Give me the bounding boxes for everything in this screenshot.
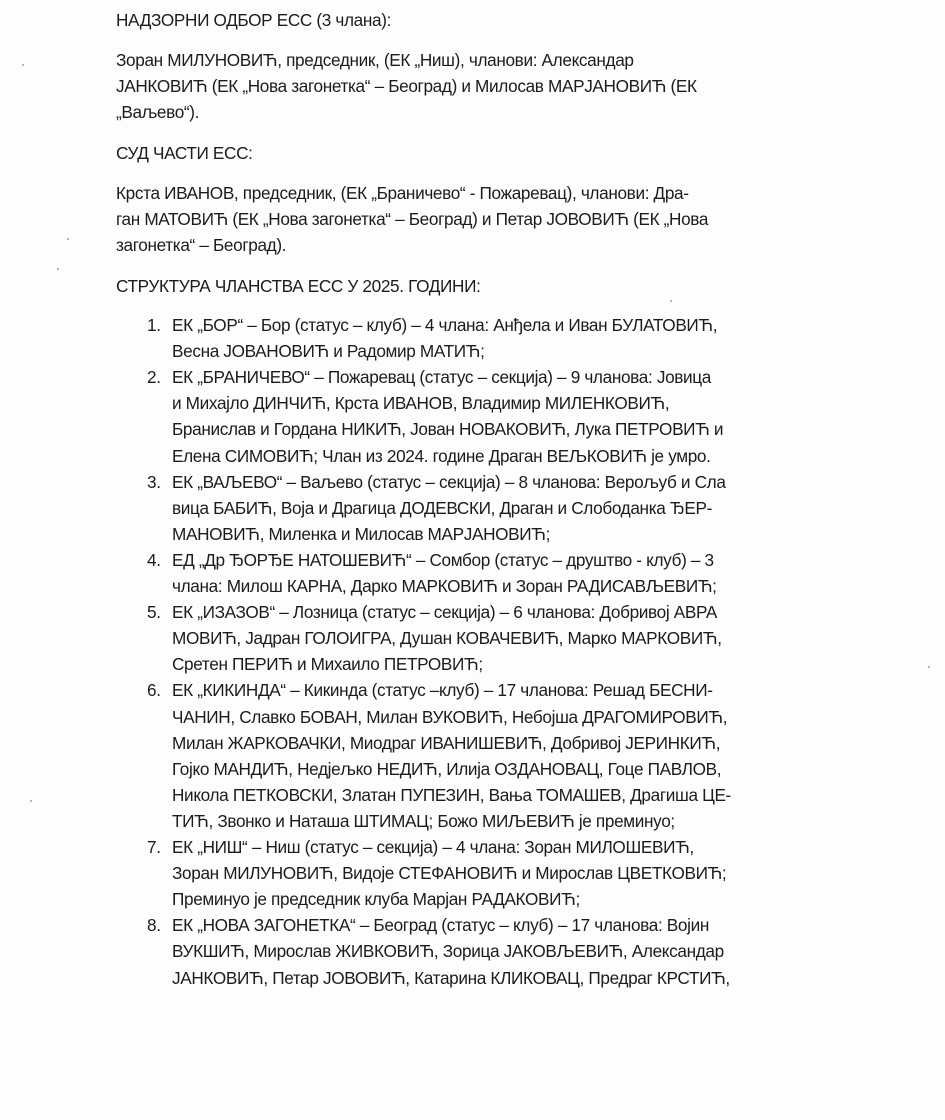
list-item-number: 6. (147, 680, 161, 701)
list-item-line: Елена СИМОВИЋ; Члан из 2024. године Драган ВЕЉКОВИЋ је умро. (172, 445, 711, 466)
list-item-line: ЕК „НОВА ЗАГОНЕТКА“ – Београд (статус – клуб) – 17 чланова: Војин (172, 915, 709, 936)
list-item-line: Бранислав и Гордана НИКИЋ, Јован НОВАКОВИЋ, Лука ПЕТРОВИЋ и (172, 419, 724, 440)
list-item-line: Гојко МАНДИЋ, Недјељко НЕДИЋ, Илија ОЗДАНОВАЦ, Гоце ПАВЛОВ, (172, 758, 722, 779)
list-item-line: МОВИЋ, Јадран ГОЛОИГРА, Душан КОВАЧЕВИЋ, Марко МАРКОВИЋ, (172, 628, 722, 649)
list-item-line: Зоран МИЛУНОВИЋ, Видоје СТЕФАНОВИЋ и Мирослав ЦВЕТКОВИЋ; (172, 863, 727, 884)
list-item-line: ЕК „БРАНИЧЕВО“ – Пожаревац (статус – секција) – 9 чланова: Јовица (172, 367, 712, 388)
list-item-line: ВУКШИЋ, Мирослав ЖИВКОВИЋ, Зорица ЈАКОВЉЕВИЋ, Александар (172, 941, 724, 962)
list-item-number: 3. (147, 471, 161, 492)
list-item-line: Никола ПЕТКОВСКИ, Златан ПУПЕЗИН, Вања ТОМАШЕВ, Драгиша ЦЕ- (172, 784, 731, 805)
list-item-line: ЈАНКОВИЋ, Петар ЈОВОВИЋ, Катарина КЛИКОВАЦ, Предраг КРСТИЋ, (172, 967, 730, 988)
list-item-number: 1. (147, 315, 161, 335)
list-item-line: Весна ЈОВАНОВИЋ и Радомир МАТИЋ; (172, 341, 485, 362)
list-item-line: Милан ЖАРКОВАЧКИ, Миодраг ИВАНИШЕВИЋ, Добривој ЈЕРИНКИЋ, (172, 732, 721, 753)
scan-speck (67, 238, 69, 240)
list-item-line: Преминуо је председник клуба Марјан РАДАКОВИЋ; (172, 889, 580, 910)
paragraph-line: „Ваљево“). (116, 102, 200, 122)
list-item-line: Сретен ПЕРИЋ и Михаило ПЕТРОВИЋ; (172, 654, 483, 675)
paragraph-line: ган МАТОВИЋ (ЕК „Нова загонетка“ – Београд) и Петар ЈОВОВИЋ (ЕК „Нова (116, 209, 709, 229)
list-item-line: МАНОВИЋ, Миленка и Милосав МАРЈАНОВИЋ; (172, 523, 551, 544)
list-item-number: 8. (147, 915, 161, 936)
list-item-line: вица БАБИЋ, Воја и Драгица ДОДЕВСКИ, Драган и Слободанка ЂЕР- (172, 497, 712, 518)
list-item-line: ЕК „ВАЉЕВО“ – Ваљево (статус – секција) – 8 чланова: Верољуб и Сла (172, 471, 726, 492)
scan-speck (928, 666, 930, 668)
list-item-number: 2. (147, 367, 161, 388)
list-item-number: 4. (147, 549, 161, 570)
section-heading-court-of-honor: СУД ЧАСТИ ЕСС: (116, 143, 253, 163)
paragraph-line: Крста ИВАНОВ, председник, (ЕК „Браничево“ - Пожаревац), чланови: Дра- (116, 183, 689, 203)
list-item-line: ЕК „НИШ“ – Ниш (статус – секција) – 4 члана: Зоран МИЛОШЕВИЋ, (172, 837, 694, 857)
list-item-line: ЕК „ИЗАЗОВ“ – Лозница (статус – секција) – 6 чланова: Добривој АВРА (172, 602, 718, 623)
list-item-line: члана: Милош КАРНА, Дарко МАРКОВИЋ и Зоран РАДИСАВЉЕВИЋ; (172, 576, 717, 596)
paragraph-line: ЈАНКОВИЋ (ЕК „Нова загонетка“ – Београд) и Милосав МАРЈАНОВИЋ (ЕК (116, 76, 697, 96)
list-item-number: 5. (147, 602, 161, 623)
list-item-line: и Михајло ДИНЧИЋ, Крста ИВАНОВ, Владимир МИЛЕНКОВИЋ, (172, 393, 670, 414)
list-item-line: ЕК „БОР“ – Бор (статус – клуб) – 4 члана: Анђела и Иван БУЛАТОВИЋ, (172, 315, 718, 335)
section-heading-membership-structure: СТРУКТУРА ЧЛАНСТВА ЕСС У 2025. ГОДИНИ: (116, 276, 481, 296)
scan-speck (22, 64, 24, 66)
paragraph-line: загонетка“ – Београд). (116, 235, 287, 255)
list-item-line: ЕК „КИКИНДА“ – Кикинда (статус –клуб) – 17 чланова: Решад БЕСНИ- (172, 680, 713, 701)
list-item-number: 7. (147, 837, 161, 857)
scan-speck (57, 268, 59, 270)
list-item-line: ЧАНИН, Славко БОВАН, Милан ВУКОВИЋ, Небојша ДРАГОМИРОВИЋ, (172, 706, 728, 727)
section-heading-supervisory-board: НАДЗОРНИ ОДБОР ЕСС (3 члана): (116, 10, 392, 30)
paragraph-line: Зоран МИЛУНОВИЋ, председник, (ЕК „Ниш), чланови: Александар (116, 50, 634, 70)
list-item-line: ЕД „Др ЂОРЂЕ НАТОШЕВИЋ“ – Сомбор (статус – друштво - клуб) – 3 (172, 549, 714, 570)
list-item-line: ТИЋ, Звонко и Наташа ШТИМАЦ; Божо МИЉЕВИЋ је преминуо; (172, 810, 675, 831)
scan-speck (30, 800, 32, 802)
scan-speck (670, 300, 672, 302)
